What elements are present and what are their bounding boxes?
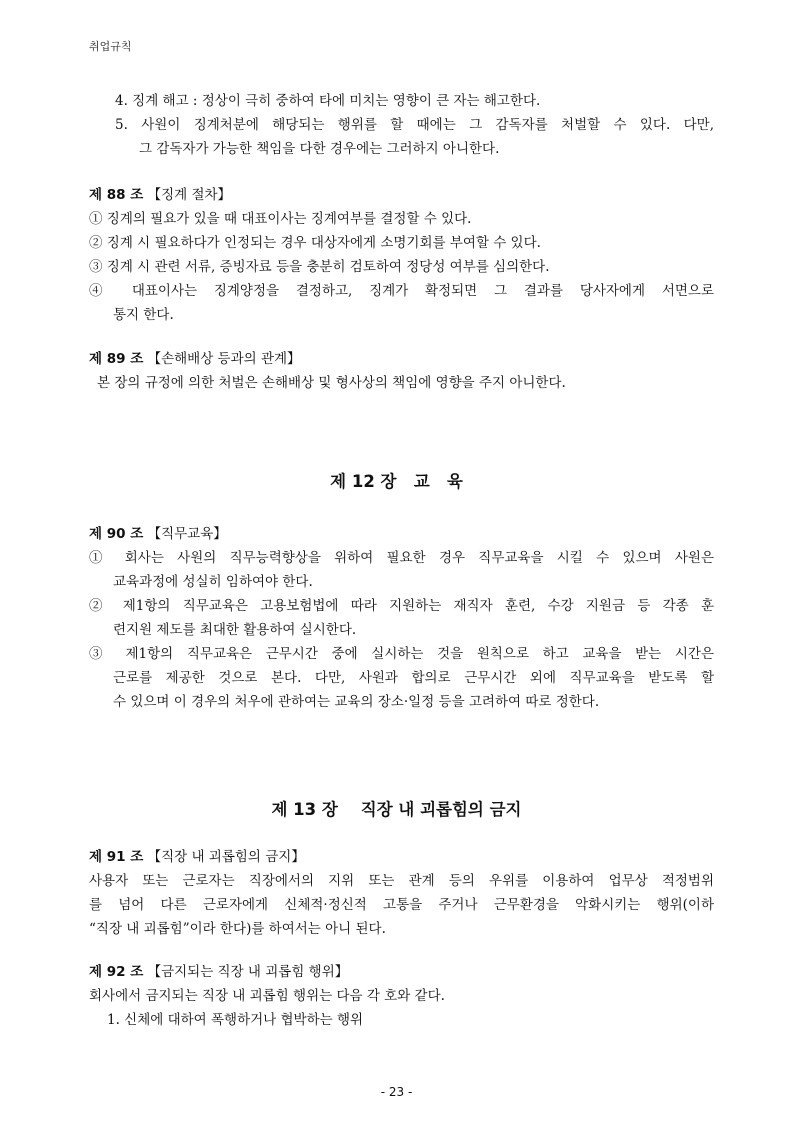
article-heading xyxy=(89,183,714,207)
list-item: 1. 신체에 대하여 폭행하거나 협박하는 행위 xyxy=(107,1012,364,1028)
section-top-list xyxy=(89,89,714,161)
running-header: 취업규칙 xyxy=(89,40,132,53)
clause: ① 징계의 필요가 있을 때 대표이사는 징계여부를 결정할 수 있다. xyxy=(89,211,472,227)
clause: ② 징계 시 필요하다가 인정되는 경우 대상자에게 소명기회를 부여할 수 있다. xyxy=(89,235,541,251)
page-number: - 23 - xyxy=(380,1085,413,1099)
list-item-continuation: 그 감독자가 가능한 책임을 다한 경우에는 그러하지 아니한다. xyxy=(139,141,500,157)
article-90 xyxy=(89,522,714,714)
article-number: 제 89 조 xyxy=(89,351,144,367)
article-heading xyxy=(89,960,714,984)
paragraph-line: 사용자 또는 근로자는 직장에서의 지위 또는 관계 등의 우위를 이용하여 업무상 적정범위 xyxy=(89,873,714,889)
clause: ② 제1항의 직무교육은 고용보험법에 따라 지원하는 재직자 훈련, 수강 지원금 등 각종 훈 xyxy=(89,598,714,614)
paragraph-line: 를 넘어 다른 근로자에게 신체적·정신적 고통을 주거나 근무환경을 악화시키는 행위(이하 xyxy=(89,897,714,913)
clause: ③ 제1항의 직무교육은 근무시간 중에 실시하는 것을 원칙으로 하고 교육을 받는 시간은 xyxy=(89,646,714,662)
clause-continuation: 수 있으며 이 경우의 처우에 관하여는 교육의 장소·일정 등을 고려하여 따로 정한다. xyxy=(113,694,600,710)
list-item: 4. 징계 해고 : 정상이 극히 중하여 타에 미치는 영향이 큰 자는 해고한다. xyxy=(115,93,541,109)
clause: ④ 대표이사는 징계양정을 결정하고, 징계가 확정되면 그 결과를 당사자에게 서면으로 xyxy=(89,283,714,299)
clause-continuation: 통지 한다. xyxy=(113,307,174,323)
chapter-title: 제 13 장 직장 내 괴롭힘의 금지 xyxy=(271,800,522,819)
clause-continuation: 근로를 제공한 것으로 본다. 다만, 사원과 합의로 근무시간 외에 직무교육을 받도록 할 xyxy=(113,670,714,686)
article-92 xyxy=(89,960,714,1032)
article-number: 제 92 조 xyxy=(89,964,144,980)
chapter-title: 제 12 장 교 육 xyxy=(330,472,463,491)
paragraph-line: 회사에서 금지되는 직장 내 괴롭힘 행위는 다음 각 호와 같다. xyxy=(89,988,445,1004)
article-89 xyxy=(89,347,714,395)
article-91 xyxy=(89,845,714,941)
article-heading xyxy=(89,522,714,546)
article-heading xyxy=(89,845,714,869)
article-title: 【손해배상 등과의 관계】 xyxy=(147,351,301,367)
clause-continuation: 련지원 제도를 최대한 활용하여 실시한다. xyxy=(113,622,357,638)
paragraph-line: “직장 내 괴롭힘”이라 한다)를 하여서는 아니 된다. xyxy=(89,921,386,937)
paragraph: 본 장의 규정에 의한 처벌은 손해배상 및 형사상의 책임에 영향을 주지 아니한다. xyxy=(97,375,566,391)
article-heading xyxy=(89,347,714,371)
article-number: 제 91 조 xyxy=(89,849,144,865)
clause: ① 회사는 사원의 직무능력향상을 위하여 필요한 경우 직무교육을 시킬 수 있으며 사원은 xyxy=(89,550,714,566)
article-title: 【직무교육】 xyxy=(147,526,227,542)
article-88 xyxy=(89,183,714,327)
article-title: 【금지되는 직장 내 괴롭힘 행위】 xyxy=(147,964,349,980)
article-title: 【징계 절차】 xyxy=(147,187,232,203)
article-number: 제 90 조 xyxy=(89,526,144,542)
clause: ③ 징계 시 관련 서류, 증빙자료 등을 충분히 검토하여 정당성 여부를 심의한다. xyxy=(89,259,550,275)
article-title: 【직장 내 괴롭힘의 금지】 xyxy=(147,849,305,865)
clause-continuation: 교육과정에 성실히 임하여야 한다. xyxy=(113,574,313,590)
list-item: 5. 사원이 징계처분에 해당되는 행위를 할 때에는 그 감독자를 처벌할 수 있다. 다만, xyxy=(115,117,714,133)
article-number: 제 88 조 xyxy=(89,187,144,203)
